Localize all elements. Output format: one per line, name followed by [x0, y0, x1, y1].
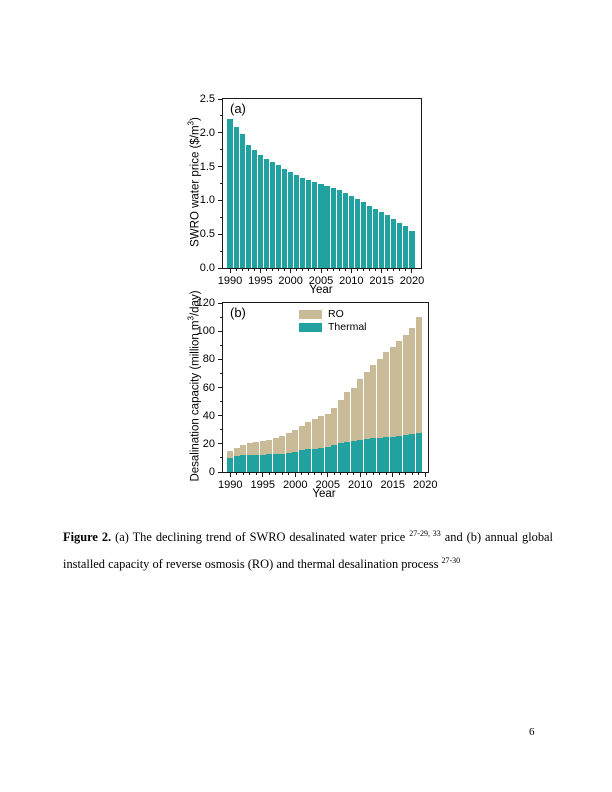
x-axis-tick-label: 2015: [380, 479, 405, 491]
stacked-bar-segment-ro: [260, 441, 266, 455]
x-axis-tick-label: 1995: [250, 479, 275, 491]
x-axis-minor-tick: [275, 472, 276, 475]
y-axis-tick-label: 2.5: [199, 93, 215, 105]
stacked-bar-segment-thermal: [370, 438, 376, 472]
y-axis-tick-label: 0: [208, 466, 215, 478]
y-axis-tick-label: 0.5: [199, 228, 215, 241]
y-axis-tick-label: 0.0: [199, 262, 215, 274]
x-axis-minor-tick: [327, 268, 328, 271]
stacked-bar-segment-ro: [331, 408, 337, 445]
x-axis-minor-tick: [405, 268, 406, 271]
stacked-bar-segment-thermal: [390, 437, 396, 472]
stacked-bar-segment-ro: [253, 442, 259, 455]
figure-caption-text-1: (a) The declining trend of SWRO desalinated water price: [111, 530, 410, 544]
x-axis-tick-label: 2020: [399, 275, 425, 287]
stacked-bar-segment-thermal: [351, 441, 357, 472]
x-axis-minor-tick: [347, 472, 348, 475]
x-axis-minor-tick: [386, 472, 387, 475]
chart-a-y-axis-label-text: SWRO water price ($/m: [189, 125, 202, 247]
stacked-bar-segment-ro: [273, 438, 279, 454]
stacked-bar-segment-thermal: [383, 437, 389, 472]
x-axis-minor-tick: [254, 268, 255, 271]
x-axis-minor-tick: [314, 268, 315, 271]
x-axis-tick: [321, 268, 322, 273]
x-axis-tick-label: 2015: [369, 275, 394, 287]
bar: [294, 175, 299, 268]
x-axis-minor-tick: [412, 472, 413, 475]
stacked-bar-segment-ro: [344, 392, 350, 441]
x-axis-minor-tick: [375, 268, 376, 271]
stacked-bar-segment-thermal: [416, 433, 422, 472]
chart-b-y-axis-label-superscript: 3: [186, 316, 196, 321]
y-axis-minor-tick: [220, 115, 223, 116]
x-axis-minor-tick: [249, 472, 250, 475]
figure-caption-number: Figure 2.: [63, 530, 112, 544]
x-axis-minor-tick: [393, 268, 394, 271]
stacked-bar-segment-ro: [286, 433, 292, 453]
x-axis-tick: [360, 472, 361, 477]
x-axis-minor-tick: [236, 472, 237, 475]
legend-label-ro: RO: [328, 308, 344, 320]
bar: [240, 134, 245, 268]
y-axis-minor-tick: [220, 401, 223, 402]
stacked-bar-segment-thermal: [409, 434, 415, 472]
x-axis-minor-tick: [334, 472, 335, 475]
y-axis-tick: [218, 387, 223, 388]
panel-label-b: (b): [230, 305, 246, 320]
stacked-bar-segment-thermal: [377, 438, 383, 473]
x-axis-minor-tick: [256, 472, 257, 475]
bar: [227, 119, 232, 268]
x-axis-minor-tick: [269, 472, 270, 475]
x-axis-tick-label: 1995: [248, 275, 273, 287]
x-axis-minor-tick: [301, 472, 302, 475]
x-axis-tick-label: 2005: [308, 275, 334, 287]
stacked-bar-segment-thermal: [234, 456, 240, 472]
stacked-bar-segment-ro: [279, 436, 285, 454]
y-axis-tick: [218, 359, 223, 360]
chart-b-y-axis-label-close: /day): [189, 290, 202, 317]
stacked-bar-segment-thermal: [338, 443, 344, 472]
stacked-bar-segment-thermal: [312, 449, 318, 472]
x-axis-minor-tick: [379, 472, 380, 475]
x-axis-minor-tick: [308, 268, 309, 271]
x-axis-tick: [381, 268, 382, 273]
bar: [391, 219, 396, 268]
stacked-bar-segment-ro: [390, 347, 396, 437]
y-axis-minor-tick: [220, 251, 223, 252]
x-axis-minor-tick: [345, 268, 346, 271]
legend-swatch-ro: [299, 310, 322, 319]
y-axis-tick: [218, 268, 223, 269]
bar: [264, 159, 269, 269]
stacked-bar-segment-ro: [351, 388, 357, 441]
x-axis-tick-label: 1990: [218, 479, 243, 491]
y-axis-tick: [218, 443, 223, 444]
stacked-bar-segment-thermal: [253, 455, 259, 472]
y-axis-tick-label: 120: [196, 297, 215, 309]
y-axis-tick: [218, 415, 223, 416]
bar: [306, 180, 311, 268]
x-axis-minor-tick: [282, 472, 283, 475]
x-axis-minor-tick: [353, 472, 354, 475]
stacked-bar-segment-ro: [370, 365, 376, 438]
stacked-bar-segment-ro: [299, 426, 305, 451]
x-axis-minor-tick: [296, 268, 297, 271]
x-axis-minor-tick: [288, 472, 289, 475]
chart-a-plot-area: [199, 93, 425, 287]
x-axis-minor-tick: [339, 268, 340, 271]
stacked-bar-segment-thermal: [273, 454, 279, 472]
stacked-bar-segment-ro: [364, 372, 370, 439]
figure-caption-text-2: and (b) annual global installed capacity of reverse osmosis (RO) and thermal desalination process: [63, 530, 554, 571]
x-axis-minor-tick: [284, 268, 285, 271]
chart-b-y-axis-label: [187, 290, 202, 481]
panel-label-a: (a): [230, 101, 246, 116]
y-axis-tick-label: 20: [202, 437, 215, 450]
x-axis-minor-tick: [321, 472, 322, 475]
x-axis-tick: [327, 472, 328, 477]
stacked-bar-segment-thermal: [403, 435, 409, 472]
x-axis-minor-tick: [302, 268, 303, 271]
y-axis-minor-tick: [220, 345, 223, 346]
x-axis-tick-label: 2010: [339, 275, 364, 287]
stacked-bar-segment-ro: [240, 445, 246, 455]
y-axis-minor-tick: [220, 149, 223, 150]
y-axis-minor-tick: [220, 317, 223, 318]
x-axis-minor-tick: [333, 268, 334, 271]
x-axis-minor-tick: [369, 268, 370, 271]
stacked-bar-segment-ro: [338, 400, 344, 443]
stacked-bar-segment-ro: [292, 430, 298, 452]
y-axis-tick: [218, 303, 223, 304]
bar: [246, 145, 251, 268]
stacked-bar-segment-ro: [325, 414, 331, 447]
chart-a-y-axis-label-superscript: 3: [186, 120, 196, 126]
bar: [258, 155, 263, 268]
stacked-bar-segment-thermal: [286, 453, 292, 472]
stacked-bar-segment-thermal: [305, 449, 311, 472]
y-axis-tick-label: 2.0: [199, 126, 215, 139]
bar: [397, 223, 402, 268]
bar: [270, 162, 275, 268]
x-axis-tick: [411, 268, 412, 273]
y-axis-tick: [218, 200, 223, 201]
stacked-bar-segment-thermal: [260, 455, 266, 472]
x-axis-tick: [295, 472, 296, 477]
stacked-bar-segment-thermal: [299, 450, 305, 472]
page-number: 6: [529, 726, 535, 738]
stacked-bar-segment-thermal: [318, 448, 324, 472]
y-axis-tick: [218, 234, 223, 235]
bar: [252, 150, 257, 268]
figure-caption: [63, 524, 553, 578]
bar: [403, 226, 408, 268]
bar: [343, 193, 348, 268]
y-axis-tick-label: 100: [196, 325, 215, 338]
bar: [349, 196, 354, 268]
x-axis-tick: [290, 268, 291, 273]
x-axis-minor-tick: [357, 268, 358, 271]
chart-b-plot-area: [196, 297, 438, 491]
stacked-bar-segment-ro: [357, 379, 363, 440]
y-axis-minor-tick: [220, 217, 223, 218]
x-axis-minor-tick: [272, 268, 273, 271]
y-axis-tick: [218, 331, 223, 332]
y-axis-tick-label: 60: [202, 381, 215, 394]
x-axis-minor-tick: [366, 472, 367, 475]
y-axis-tick-label: 80: [202, 353, 215, 366]
legend-entry-thermal: [299, 321, 367, 334]
stacked-bar-segment-ro: [234, 448, 240, 456]
x-axis-minor-tick: [243, 472, 244, 475]
x-axis-tick: [260, 268, 261, 273]
stacked-bar-segment-ro: [227, 451, 233, 458]
stacked-bar-segment-thermal: [279, 454, 285, 472]
stacked-bar-segment-thermal: [357, 440, 363, 472]
y-axis-tick-label: 40: [202, 409, 215, 422]
stacked-bar-segment-ro: [247, 443, 253, 455]
stacked-bar-segment-ro: [312, 419, 318, 449]
stacked-bar-segment-ro: [396, 341, 402, 436]
x-axis-tick: [262, 472, 263, 477]
bar: [367, 206, 372, 268]
x-axis-tick-label: 2020: [413, 479, 438, 491]
bar: [373, 209, 378, 268]
stacked-bar-segment-ro: [305, 422, 311, 449]
x-axis-minor-tick: [278, 268, 279, 271]
y-axis-minor-tick: [220, 183, 223, 184]
y-axis-tick-label: 1.0: [199, 194, 215, 207]
x-axis-minor-tick: [340, 472, 341, 475]
bar: [300, 178, 305, 268]
bar: [331, 188, 336, 268]
x-axis-minor-tick: [418, 472, 419, 475]
legend-entry-ro: [299, 308, 367, 321]
stacked-bar-segment-ro: [266, 440, 272, 455]
x-axis-tick: [392, 472, 393, 477]
x-axis-minor-tick: [236, 268, 237, 271]
x-axis-minor-tick: [308, 472, 309, 475]
stacked-bar-segment-thermal: [240, 455, 246, 472]
x-axis-tick-label: 2010: [348, 479, 373, 491]
x-axis-minor-tick: [242, 268, 243, 271]
y-axis-tick: [218, 132, 223, 133]
x-axis-minor-tick: [248, 268, 249, 271]
stacked-bar-segment-thermal: [364, 439, 370, 472]
bar: [385, 215, 390, 268]
figure-caption-reference-2: 27-30: [441, 555, 461, 565]
bar: [324, 186, 329, 268]
x-axis-tick-label: 1990: [217, 275, 243, 287]
x-axis-tick: [230, 472, 231, 477]
chart-a-x-axis-label: Year: [309, 284, 333, 296]
y-axis-minor-tick: [220, 457, 223, 458]
chart-b-x-axis-label: Year: [312, 488, 336, 500]
legend-label-thermal: Thermal: [328, 321, 367, 333]
stacked-bar-segment-thermal: [266, 454, 272, 472]
stacked-bar-segment-thermal: [292, 452, 298, 472]
stacked-bar-segment-ro: [318, 416, 324, 448]
stacked-bar-segment-thermal: [325, 447, 331, 472]
x-axis-minor-tick: [387, 268, 388, 271]
x-axis-minor-tick: [373, 472, 374, 475]
bar: [355, 199, 360, 268]
x-axis-tick-label: 2000: [283, 479, 308, 491]
stacked-bar-segment-thermal: [247, 455, 253, 472]
x-axis-tick: [230, 268, 231, 273]
x-axis-minor-tick: [266, 268, 267, 271]
y-axis-tick: [218, 472, 223, 473]
stacked-bar-segment-ro: [383, 352, 389, 437]
y-axis-tick: [218, 99, 223, 100]
y-axis-minor-tick: [220, 373, 223, 374]
legend-swatch-thermal: [299, 323, 322, 332]
bar: [312, 182, 317, 268]
x-axis-tick: [425, 472, 426, 477]
bar: [234, 127, 239, 268]
bar: [282, 169, 287, 268]
stacked-bar-segment-thermal: [227, 458, 233, 472]
bar: [361, 202, 366, 268]
x-axis-minor-tick: [399, 472, 400, 475]
bar: [337, 190, 342, 268]
x-axis-minor-tick: [363, 268, 364, 271]
bar: [288, 172, 293, 268]
x-axis-tick: [351, 268, 352, 273]
x-axis-tick-label: 2005: [315, 479, 340, 491]
x-axis-minor-tick: [405, 472, 406, 475]
chart-a-y-axis-label-close: ): [189, 117, 202, 121]
bar: [318, 184, 323, 268]
x-axis-tick-label: 2000: [278, 275, 303, 287]
bar: [409, 231, 414, 268]
chart-b-legend: [299, 308, 367, 334]
x-axis-minor-tick: [314, 472, 315, 475]
stacked-bar-segment-ro: [377, 359, 383, 437]
chart-b-y-axis-label-text: Desalination capacity (million m: [189, 320, 202, 482]
stacked-bar-segment-thermal: [331, 445, 337, 472]
stacked-bar-segment-thermal: [344, 442, 350, 472]
bar: [276, 165, 281, 268]
stacked-bar-segment-ro: [403, 335, 409, 434]
y-axis-minor-tick: [220, 429, 223, 430]
stacked-bar-segment-ro: [409, 328, 415, 434]
y-axis-tick: [218, 166, 223, 167]
y-axis-tick-label: 1.5: [199, 160, 215, 173]
x-axis-minor-tick: [399, 268, 400, 271]
figure-caption-reference-1: 27-29, 33: [409, 528, 441, 538]
bar: [379, 212, 384, 268]
stacked-bar-segment-ro: [416, 317, 422, 432]
stacked-bar-segment-thermal: [396, 436, 402, 472]
